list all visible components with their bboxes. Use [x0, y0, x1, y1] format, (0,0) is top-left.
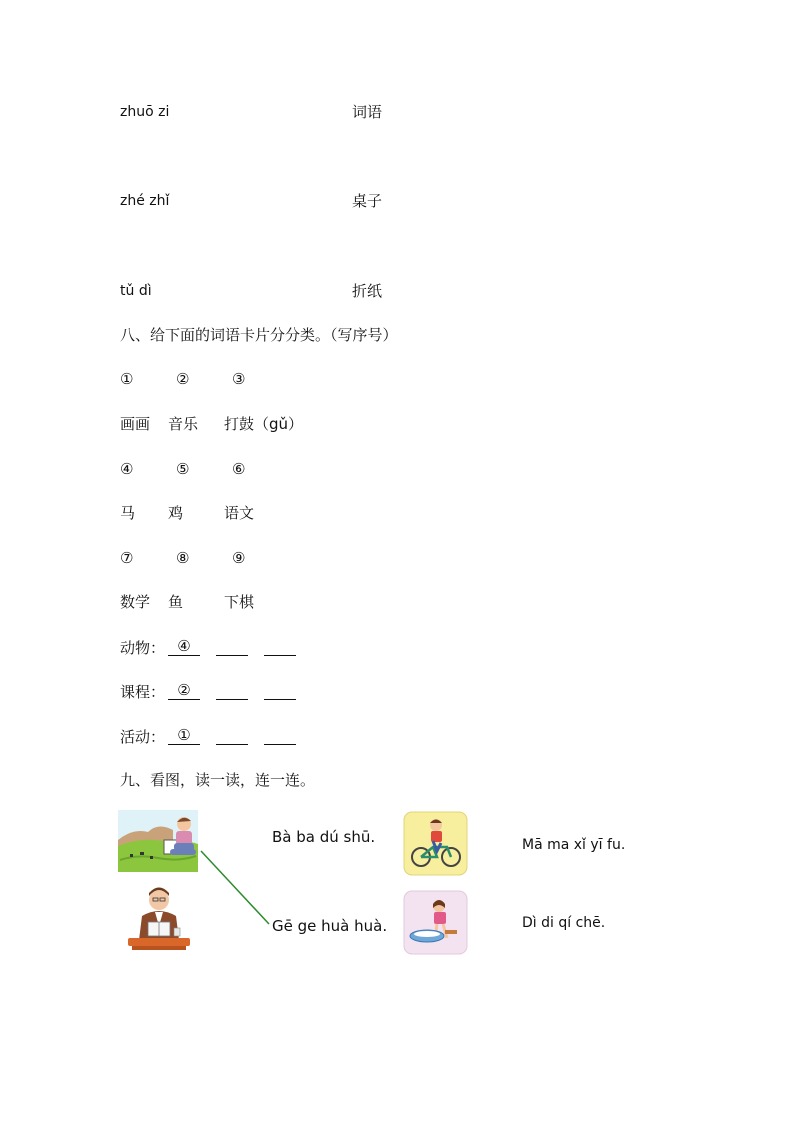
- card-number: ①: [120, 370, 134, 388]
- section-9-title: 九、看图，读一读，连一连。: [120, 771, 316, 789]
- card-number: ②: [176, 370, 190, 388]
- pinyin-2: zhé zhǐ: [120, 193, 170, 209]
- caption-gege-draws: Gē ge huà huà.: [272, 917, 388, 935]
- card-word: 语文: [224, 504, 255, 522]
- word-3: 折纸: [352, 282, 383, 300]
- boy-drawing-picture: [118, 810, 198, 872]
- card-number: ③: [232, 370, 246, 388]
- pinyin-3: tǔ dì: [120, 283, 152, 299]
- card-word: 马: [120, 504, 136, 522]
- card-word: 数学: [120, 593, 151, 611]
- card-word: 下棋: [224, 593, 255, 611]
- category-label: 活动：: [120, 728, 166, 746]
- card-word: 打鼓（gǔ）: [224, 415, 304, 433]
- connecting-line: [195, 845, 275, 930]
- father-reading-picture: [122, 884, 196, 954]
- card-number: ⑨: [232, 549, 246, 567]
- card-number: ⑦: [120, 549, 134, 567]
- answer-blank[interactable]: [216, 726, 248, 745]
- answer-blank[interactable]: [264, 726, 296, 745]
- caption-baba-reads: Bà ba dú shū.: [272, 828, 376, 846]
- child-bicycle-picture: [403, 811, 468, 876]
- card-word: 音乐: [168, 415, 199, 433]
- answer-blank[interactable]: ②: [168, 681, 200, 700]
- card-number: ④: [120, 460, 134, 478]
- word-1: 词语: [352, 103, 383, 121]
- section-8-title: 八、给下面的词语卡片分分类。（写序号）: [120, 326, 398, 344]
- answer-blank[interactable]: [216, 681, 248, 700]
- card-number: ⑤: [176, 460, 190, 478]
- caption-mama-washes: Mā ma xǐ yī fu.: [522, 837, 626, 853]
- card-number: ⑧: [176, 549, 190, 567]
- category-label: 动物：: [120, 639, 166, 657]
- category-label: 课程：: [120, 683, 166, 701]
- answer-blank[interactable]: ①: [168, 726, 200, 745]
- answer-blank[interactable]: [264, 637, 296, 656]
- pinyin-1: zhuō zi: [120, 104, 170, 120]
- answer-blank[interactable]: ④: [168, 637, 200, 656]
- answer-blank[interactable]: [216, 637, 248, 656]
- word-2: 桌子: [352, 192, 383, 210]
- caption-didi-rides: Dì di qí chē.: [522, 915, 606, 931]
- mother-washing-picture: [403, 890, 468, 955]
- answer-blank[interactable]: [264, 681, 296, 700]
- card-number: ⑥: [232, 460, 246, 478]
- card-word: 鸡: [168, 504, 184, 522]
- card-word: 画画: [120, 415, 151, 433]
- card-word: 鱼: [168, 593, 184, 611]
